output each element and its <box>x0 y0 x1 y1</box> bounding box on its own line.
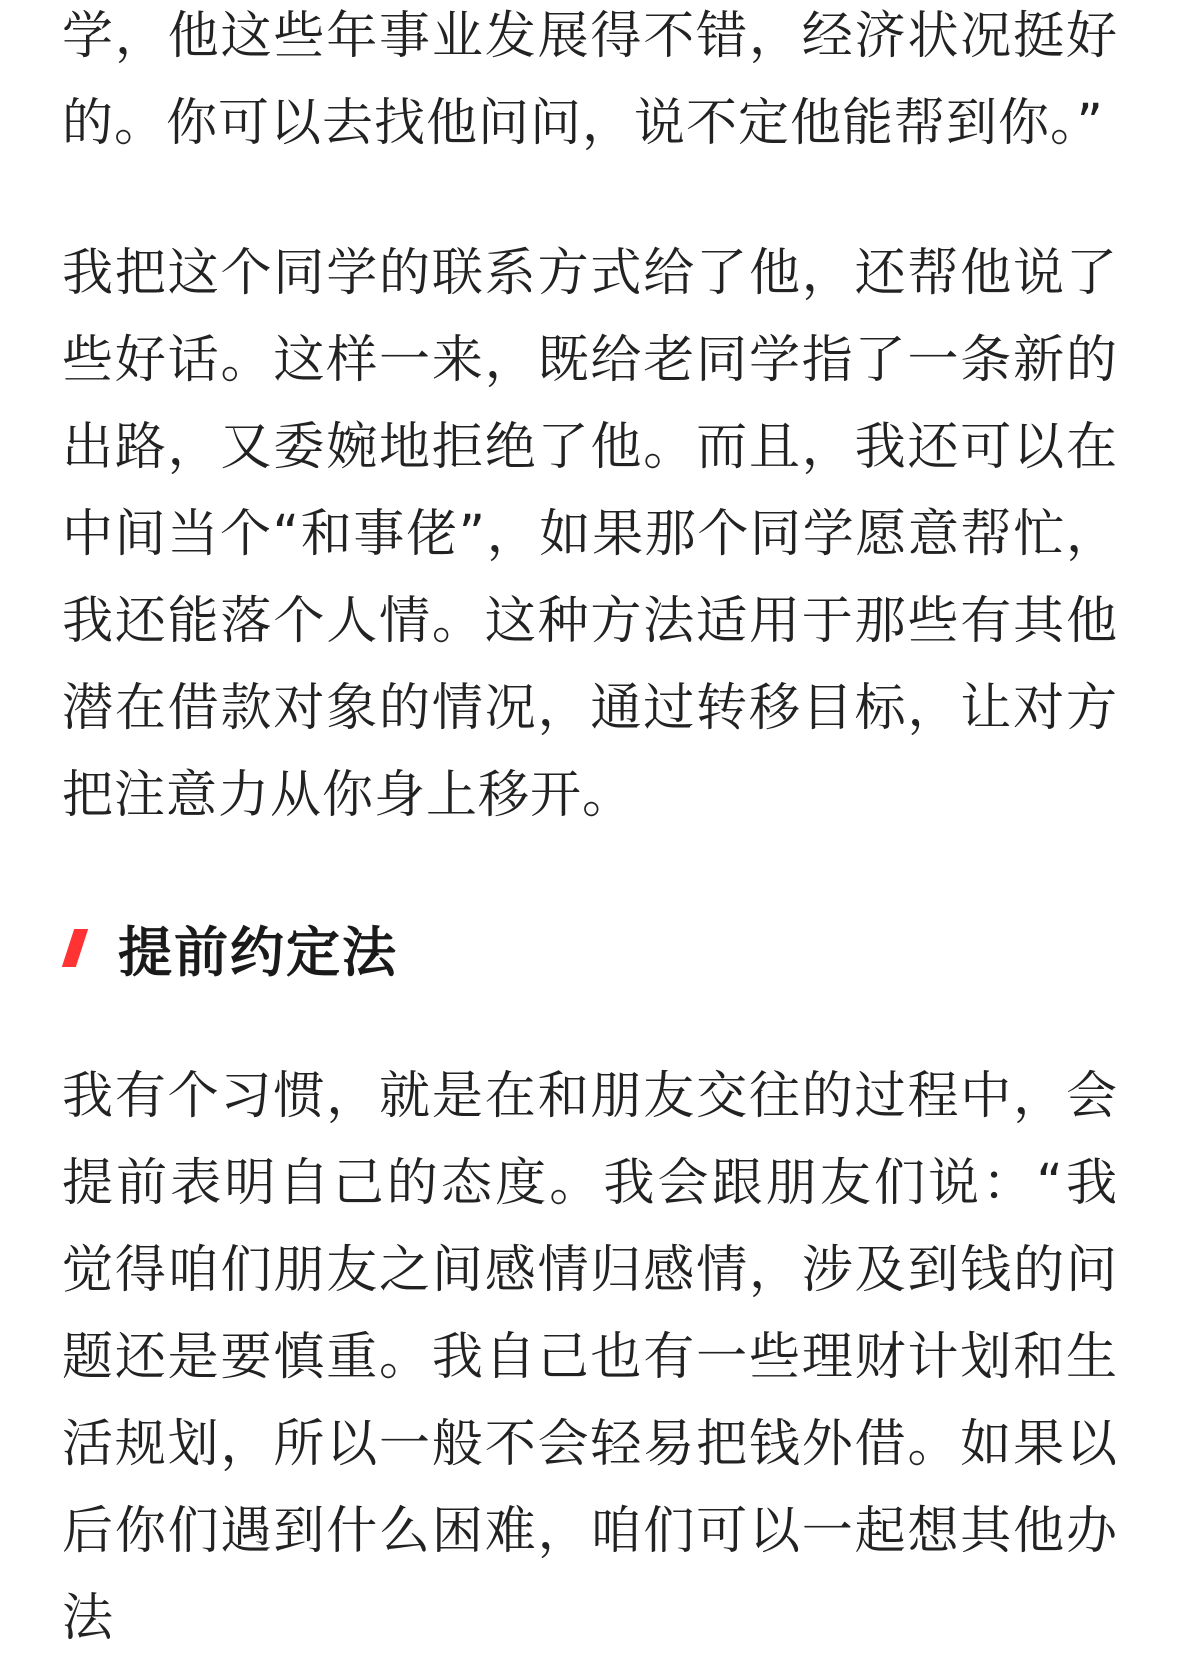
section-heading <box>62 913 1118 983</box>
paragraph: 我有个习惯，就是在和朋友交往的过程中，会提前表明自己的态度。我会跟朋友们说：“我觉得咱们朋友之间感情归感情，涉及到钱的问题还是要慎重。我自己也有一些理财计划和生活规划，所以一般不会轻易把钱外借。如果以后你们遇到什么困难，咱们可以一起想其他办法 <box>62 1067 1118 1648</box>
article-body <box>62 0 1118 1662</box>
paragraph: 我把这个同学的联系方式给了他，还帮他说了些好话。这样一来，既给老同学指了一条新的出路，又委婉地拒绝了他。而且，我还可以在中间当个“和事佬”，如果那个同学愿意帮忙，我还能落个人情。这种方法适用于那些有其他潜在借款对象的情况，通过转移目标，让对方把注意力从你身上移开。 <box>62 244 1118 825</box>
section-heading-text: 提前约定法 <box>118 920 398 984</box>
paragraph: 学，他这些年事业发展得不错，经济状况挺好的。你可以去找他问问，说不定他能帮到你。” <box>62 7 1118 153</box>
heading-accent-mark <box>62 929 88 967</box>
